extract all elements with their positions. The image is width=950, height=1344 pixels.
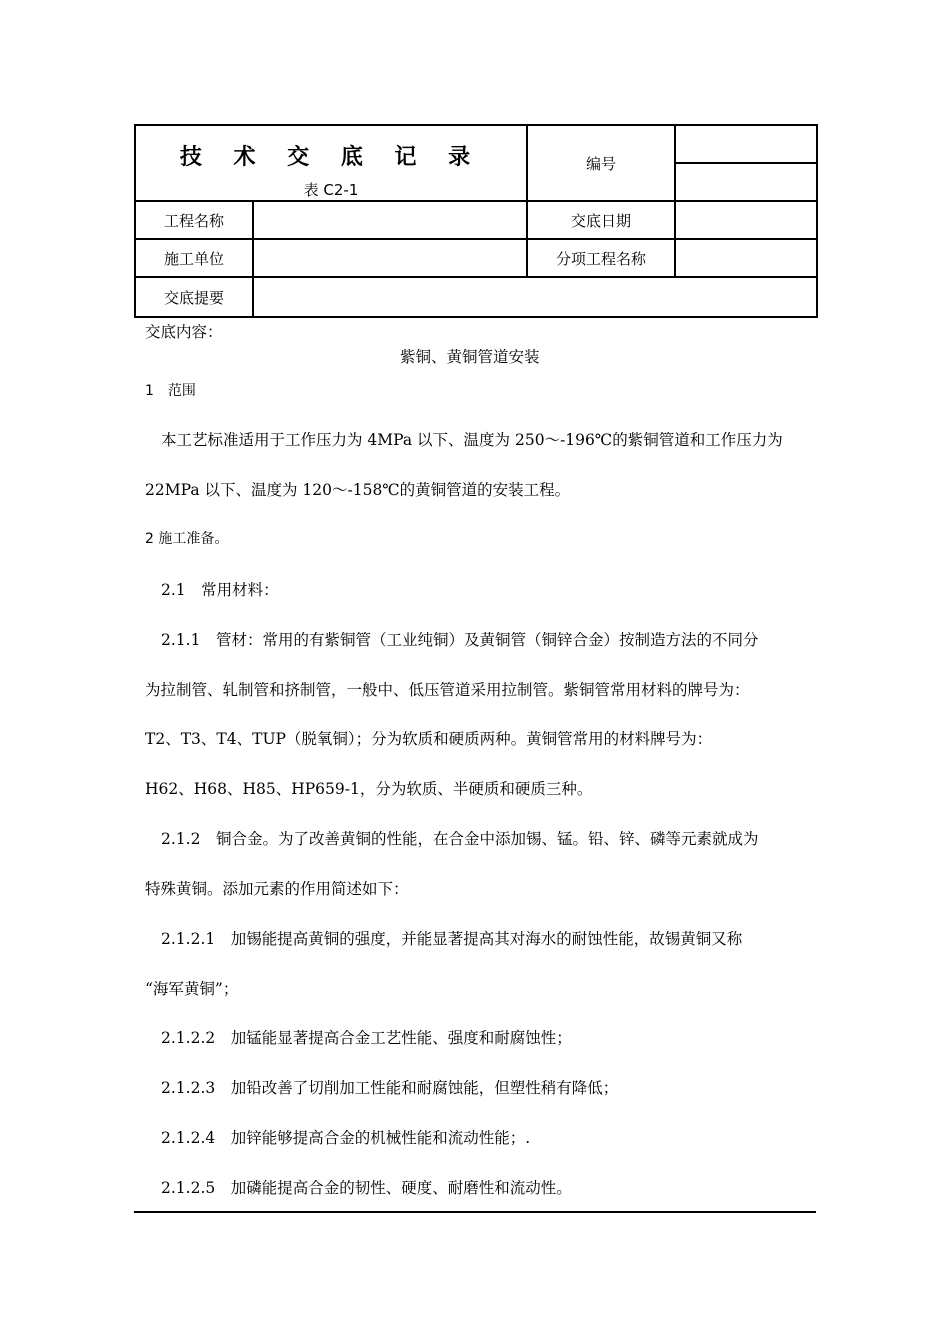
number-value-2[interactable] [675,163,817,201]
section-1-heading: 1 范围 [145,383,196,399]
paragraph-line: H62、H68、H85、HP659-1，分为软质、半硬质和硬质三种。 [145,780,593,798]
paragraph-line: 2.1.2.3 加铅改善了切削加工性能和耐腐蚀能，但塑性稍有降低； [161,1079,619,1097]
document-title: 技 术 交 底 记 录 [179,145,483,170]
doc-title: 紫铜、黄铜管道安装 [400,348,540,366]
paragraph-line: 2.1.1 管材：常用的有紫铜管（工业纯铜）及黄铜管（铜锌合金）按制造方法的不同分 [161,631,759,649]
paragraph-line: 2.1.2 铜合金。为了改善黄铜的性能，在合金中添加锡、锰。铅、锌、磷等元素就成为 [161,830,759,848]
paragraph-line: 本工艺标准适用于工作压力为 4MPa 以下、温度为 250～-196℃的紫铜管道和工作压力为 [161,431,783,449]
paragraph-line: 2.1.2.2 加锰能显著提高合金工艺性能、强度和耐腐蚀性； [161,1029,572,1047]
paragraph-line: “海军黄铜”； [145,980,239,998]
paragraph-line: 22MPa 以下、温度为 120～-158℃的黄铜管道的安装工程。 [145,481,571,499]
section-2-1-heading: 2.1 常用材料： [161,581,279,599]
subproject-value[interactable] [675,239,817,277]
content-label: 交底内容： [145,323,223,341]
footer-divider [134,1211,816,1213]
paragraph-line: T2、T3、T4、TUP（脱氧铜）；分为软质和硬质两种。黄铜管常用的材料牌号为： [145,730,713,748]
number-label: 编号 [527,125,675,201]
paragraph-line: 2.1.2.4 加锌能够提高合金的机械性能和流动性能；. [161,1129,531,1147]
paragraph-line: 2.1.2.5 加磷能提高合金的韧性、硬度、耐磨性和流动性。 [161,1179,572,1197]
title-cell [135,125,527,201]
unit-label: 施工单位 [135,239,253,277]
header-table [134,124,818,318]
number-value-1[interactable] [675,125,817,163]
paragraph-line: 2.1.2.1 加锡能提高黄铜的强度，并能显著提高其对海水的耐蚀性能，故锡黄铜又称 [161,930,743,948]
date-value[interactable] [675,201,817,239]
date-label: 交底日期 [527,201,675,239]
section-2-heading: 2 施工准备。 [145,531,229,547]
project-name-value[interactable] [253,201,527,239]
subproject-label: 分项工程名称 [527,239,675,277]
summary-value[interactable] [253,277,817,317]
form-number: 表 C2-1 [303,181,359,199]
project-name-label: 工程名称 [135,201,253,239]
unit-value[interactable] [253,239,527,277]
paragraph-line: 特殊黄铜。添加元素的作用简述如下： [145,880,409,898]
summary-label: 交底提要 [135,277,253,317]
paragraph-line: 为拉制管、轧制管和挤制管，一般中、低压管道采用拉制管。紫铜管常用材料的牌号为： [145,681,750,699]
